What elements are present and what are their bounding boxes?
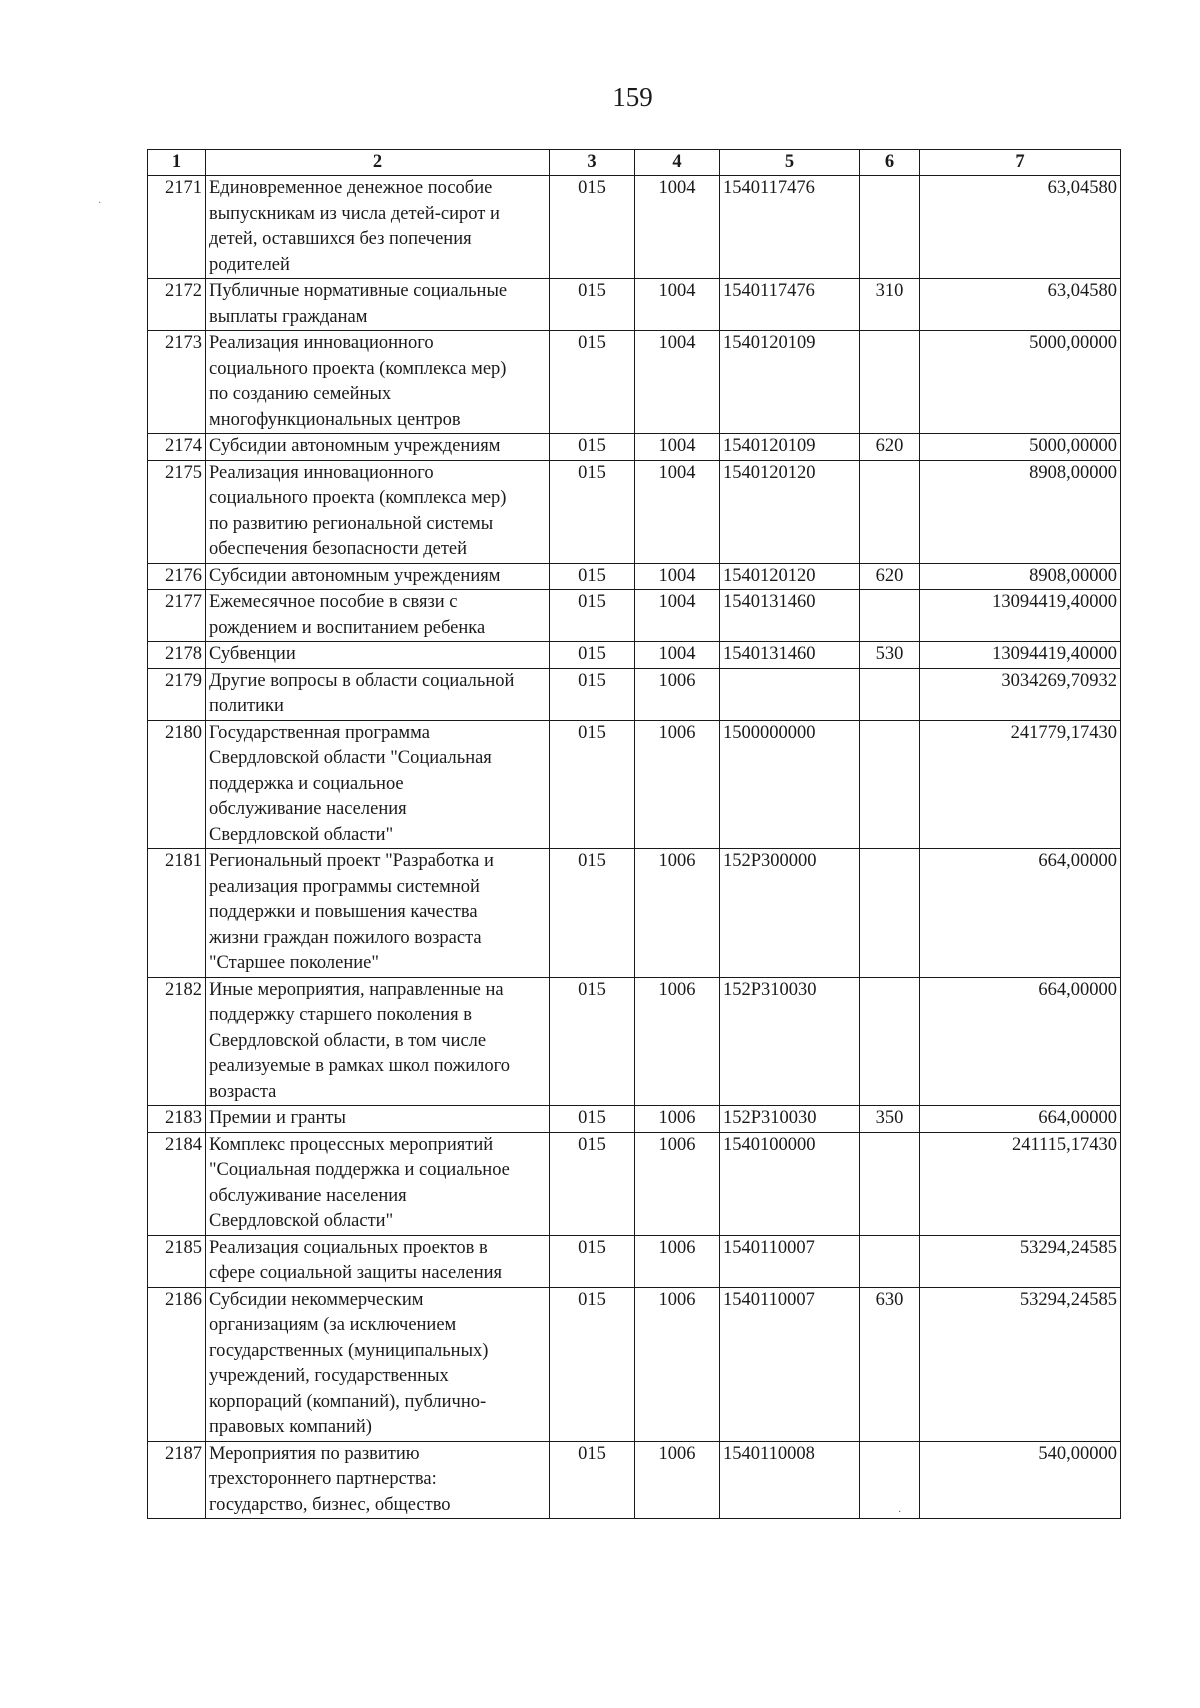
column-header-4: 4	[635, 150, 720, 176]
row-amount-cell: 664,00000	[920, 977, 1121, 1106]
row-number-cell: 2173	[148, 331, 206, 434]
row-name-cell: Субсидии автономным учреждениям	[206, 563, 550, 590]
row-code3-cell: 015	[550, 642, 635, 669]
row-code3-cell: 015	[550, 176, 635, 279]
row-name-cell: Региональный проект "Разработка и реализация программы системной поддержки и повышения качества жизни граждан пожилого возраста "Старшее поколение"	[206, 849, 550, 978]
table-row	[148, 1441, 1121, 1519]
row-number-cell: 2187	[148, 1441, 206, 1519]
row-code4-cell: 1006	[635, 1441, 720, 1519]
row-code4-cell: 1006	[635, 1106, 720, 1133]
row-code4-cell: 1004	[635, 279, 720, 331]
row-amount-cell: 241779,17430	[920, 720, 1121, 849]
row-code5-cell: 1540120120	[720, 460, 860, 563]
row-code4-cell: 1006	[635, 1235, 720, 1287]
table-row	[148, 331, 1121, 434]
scan-mark: ·	[898, 1507, 902, 1518]
row-code3-cell: 015	[550, 1441, 635, 1519]
row-code4-cell: 1006	[635, 977, 720, 1106]
row-code5-cell: 1540110007	[720, 1235, 860, 1287]
row-number-cell: 2183	[148, 1106, 206, 1133]
row-amount-cell: 63,04580	[920, 279, 1121, 331]
row-name-cell: Субсидии некоммерческим организациям (за исключением государственных (муниципальных) учреждений, государственных корпораций (компаний), публично- правовых компаний)	[206, 1287, 550, 1441]
row-amount-cell: 540,00000	[920, 1441, 1121, 1519]
row-amount-cell: 664,00000	[920, 849, 1121, 978]
table-row	[148, 176, 1121, 279]
row-code4-cell: 1006	[635, 849, 720, 978]
row-amount-cell: 241115,17430	[920, 1132, 1121, 1235]
row-name-cell: Реализация инновационного социального проекта (комплекса мер) по развитию региональной системы обеспечения безопасности детей	[206, 460, 550, 563]
row-name-cell: Иные мероприятия, направленные на поддержку старшего поколения в Свердловской области, в том числе реализуемые в рамках школ пожилого возраста	[206, 977, 550, 1106]
column-header-3: 3	[550, 150, 635, 176]
row-number-cell: 2184	[148, 1132, 206, 1235]
row-code3-cell: 015	[550, 279, 635, 331]
row-code5-cell: 1540100000	[720, 1132, 860, 1235]
row-code5-cell: 1540131460	[720, 590, 860, 642]
table-row	[148, 1106, 1121, 1133]
row-code6-cell	[860, 1441, 920, 1519]
row-code4-cell: 1006	[635, 1287, 720, 1441]
row-code6-cell	[860, 331, 920, 434]
row-amount-cell: 53294,24585	[920, 1235, 1121, 1287]
table-body	[148, 176, 1121, 1519]
row-code6-cell: 630	[860, 1287, 920, 1441]
row-code6-cell	[860, 460, 920, 563]
row-code5-cell: 1540120120	[720, 563, 860, 590]
row-name-cell: Реализация инновационного социального проекта (комплекса мер) по созданию семейных многофункциональных центров	[206, 331, 550, 434]
row-name-cell: Комплекс процессных мероприятий "Социальная поддержка и социальное обслуживание населения Свердловской области"	[206, 1132, 550, 1235]
table-row	[148, 460, 1121, 563]
row-code5-cell: 152P300000	[720, 849, 860, 978]
row-number-cell: 2179	[148, 668, 206, 720]
row-code5-cell: 1540120109	[720, 331, 860, 434]
row-code6-cell	[860, 176, 920, 279]
row-code4-cell: 1004	[635, 590, 720, 642]
table-row	[148, 563, 1121, 590]
row-code3-cell: 015	[550, 1287, 635, 1441]
row-number-cell: 2178	[148, 642, 206, 669]
table-row	[148, 279, 1121, 331]
row-code3-cell: 015	[550, 1235, 635, 1287]
row-code6-cell	[860, 977, 920, 1106]
row-code6-cell	[860, 590, 920, 642]
table-row	[148, 1235, 1121, 1287]
row-code3-cell: 015	[550, 1106, 635, 1133]
row-number-cell: 2181	[148, 849, 206, 978]
column-header-1: 1	[148, 150, 206, 176]
row-code3-cell: 015	[550, 434, 635, 461]
row-code5-cell: 1540131460	[720, 642, 860, 669]
row-number-cell: 2175	[148, 460, 206, 563]
row-code5-cell: 1540110008	[720, 1441, 860, 1519]
row-code4-cell: 1004	[635, 642, 720, 669]
scan-mark: ·	[98, 198, 102, 209]
table-row	[148, 977, 1121, 1106]
row-code3-cell: 015	[550, 331, 635, 434]
column-header-7: 7	[920, 150, 1121, 176]
table-row	[148, 849, 1121, 978]
row-name-cell: Единовременное денежное пособие выпускникам из числа детей-сирот и детей, оставшихся без попечения родителей	[206, 176, 550, 279]
row-code6-cell	[860, 720, 920, 849]
row-code4-cell: 1006	[635, 1132, 720, 1235]
row-code6-cell: 620	[860, 434, 920, 461]
row-amount-cell: 5000,00000	[920, 331, 1121, 434]
table-row	[148, 642, 1121, 669]
row-code3-cell: 015	[550, 977, 635, 1106]
row-code5-cell	[720, 668, 860, 720]
row-amount-cell: 3034269,70932	[920, 668, 1121, 720]
row-number-cell: 2182	[148, 977, 206, 1106]
row-number-cell: 2176	[148, 563, 206, 590]
row-code4-cell: 1006	[635, 668, 720, 720]
row-name-cell: Государственная программа Свердловской области "Социальная поддержка и социальное обслуживание населения Свердловской области"	[206, 720, 550, 849]
row-code6-cell: 310	[860, 279, 920, 331]
row-amount-cell: 8908,00000	[920, 563, 1121, 590]
column-header-2: 2	[206, 150, 550, 176]
row-code5-cell: 152P310030	[720, 977, 860, 1106]
row-code4-cell: 1004	[635, 176, 720, 279]
row-code4-cell: 1004	[635, 331, 720, 434]
row-number-cell: 2172	[148, 279, 206, 331]
row-code3-cell: 015	[550, 563, 635, 590]
row-name-cell: Ежемесячное пособие в связи с рождением и воспитанием ребенка	[206, 590, 550, 642]
row-code3-cell: 015	[550, 460, 635, 563]
table-row	[148, 720, 1121, 849]
row-code5-cell: 1540117476	[720, 176, 860, 279]
row-code4-cell: 1004	[635, 563, 720, 590]
row-number-cell: 2171	[148, 176, 206, 279]
page-number: 159	[612, 82, 653, 112]
row-code3-cell: 015	[550, 590, 635, 642]
row-code3-cell: 015	[550, 668, 635, 720]
row-amount-cell: 8908,00000	[920, 460, 1121, 563]
row-number-cell: 2185	[148, 1235, 206, 1287]
row-code6-cell: 530	[860, 642, 920, 669]
row-name-cell: Реализация социальных проектов в сфере социальной защиты населения	[206, 1235, 550, 1287]
row-code6-cell	[860, 1235, 920, 1287]
row-code6-cell	[860, 668, 920, 720]
row-amount-cell: 664,00000	[920, 1106, 1121, 1133]
row-code3-cell: 015	[550, 720, 635, 849]
row-name-cell: Публичные нормативные социальные выплаты гражданам	[206, 279, 550, 331]
row-code5-cell: 1540120109	[720, 434, 860, 461]
table-row	[148, 668, 1121, 720]
row-number-cell: 2174	[148, 434, 206, 461]
row-code5-cell: 152P310030	[720, 1106, 860, 1133]
row-code5-cell: 1500000000	[720, 720, 860, 849]
row-name-cell: Другие вопросы в области социальной политики	[206, 668, 550, 720]
row-code6-cell	[860, 849, 920, 978]
row-code5-cell: 1540117476	[720, 279, 860, 331]
table-row	[148, 434, 1121, 461]
table-row	[148, 590, 1121, 642]
row-code6-cell	[860, 1132, 920, 1235]
row-code5-cell: 1540110007	[720, 1287, 860, 1441]
row-number-cell: 2177	[148, 590, 206, 642]
row-number-cell: 2180	[148, 720, 206, 849]
row-name-cell: Субвенции	[206, 642, 550, 669]
row-amount-cell: 5000,00000	[920, 434, 1121, 461]
row-name-cell: Мероприятия по развитию трехстороннего партнерства: государство, бизнес, общество	[206, 1441, 550, 1519]
row-amount-cell: 13094419,40000	[920, 590, 1121, 642]
row-code3-cell: 015	[550, 1132, 635, 1235]
row-code6-cell: 350	[860, 1106, 920, 1133]
row-code4-cell: 1004	[635, 434, 720, 461]
row-code4-cell: 1006	[635, 720, 720, 849]
column-header-5: 5	[720, 150, 860, 176]
row-name-cell: Премии и гранты	[206, 1106, 550, 1133]
table-row	[148, 1132, 1121, 1235]
budget-table	[147, 149, 1121, 1519]
row-amount-cell: 53294,24585	[920, 1287, 1121, 1441]
row-code3-cell: 015	[550, 849, 635, 978]
row-number-cell: 2186	[148, 1287, 206, 1441]
row-amount-cell: 13094419,40000	[920, 642, 1121, 669]
row-code6-cell: 620	[860, 563, 920, 590]
row-amount-cell: 63,04580	[920, 176, 1121, 279]
table-header-row	[148, 150, 1121, 176]
row-name-cell: Субсидии автономным учреждениям	[206, 434, 550, 461]
row-code4-cell: 1004	[635, 460, 720, 563]
column-header-6: 6	[860, 150, 920, 176]
table-row	[148, 1287, 1121, 1441]
